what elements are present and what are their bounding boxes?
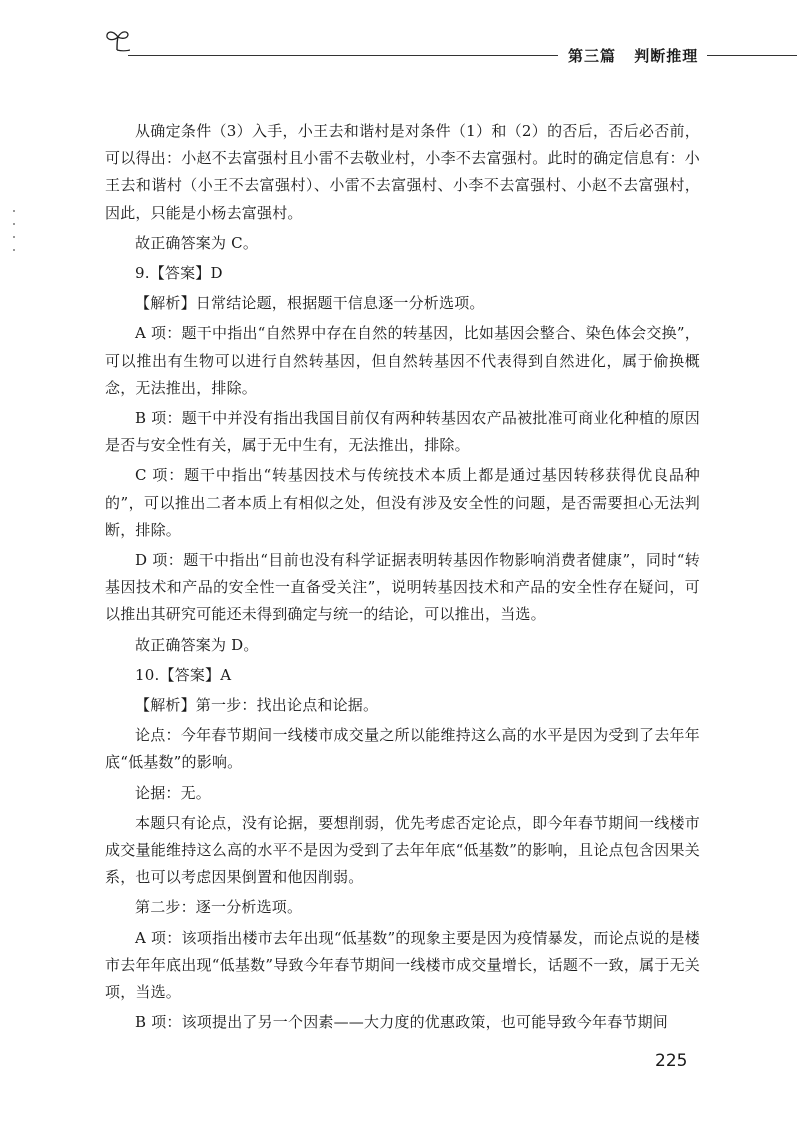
- paragraph: D 项：题干中指出“目前也没有科学证据表明转基因作物影响消费者健康”，同时“转基因技术和产品的安全性一直备受关注”，说明转基因技术和产品的安全性存在疑问，可以推出其研究可能还未得到确定与统一的结论，可以推出，当选。: [105, 551, 700, 624]
- answer-heading: 10.【答案】A: [135, 665, 232, 684]
- page-number: 225: [655, 1051, 688, 1071]
- running-header-title: [568, 45, 698, 66]
- header-rule-right: [707, 55, 797, 56]
- paragraph: A 项：题干中指出“自然界中存在自然的转基因，比如基因会整合、染色体会交换”，可以推出有生物可以进行自然转基因，但自然转基因不代表得到自然进化，属于偷换概念，无法推出，排除。: [105, 324, 700, 397]
- page-body: [105, 118, 700, 1040]
- paragraph: 第二步：逐一分析选项。: [135, 898, 303, 917]
- paragraph: 论点：今年春节期间一线楼市成交量之所以能维持这么高的水平是因为受到了去年年底“低基数”的影响。: [105, 726, 700, 772]
- header-rule-left: [128, 55, 558, 56]
- paragraph: B 项：该项提出了另一个因素——大力度的优惠政策，也可能导致今年春节期间: [135, 1013, 668, 1032]
- paragraph: 论据：无。: [135, 783, 212, 802]
- sprout-icon: [104, 26, 130, 52]
- analysis-heading: 【解析】第一步：找出论点和论据。: [135, 696, 379, 715]
- header-chapter: 判断推理: [634, 47, 699, 65]
- paragraph: C 项：题干中指出“转基因技术与传统技术本质上都是通过基因转移获得优良品种的”，可以推出二者本质上有相似之处，但没有涉及安全性的问题，是否需要担心无法判断，排除。: [105, 466, 700, 539]
- analysis-heading: 【解析】日常结论题，根据题干信息逐一分析选项。: [135, 294, 485, 313]
- paragraph: B 项：题干中并没有指出我国目前仅有两种转基因农产品被批准可商业化种植的原因是否与安全性有关，属于无中生有，无法推出，排除。: [105, 409, 700, 455]
- paragraph: 故正确答案为 D。: [135, 635, 259, 654]
- paragraph: A 项：该项指出楼市去年出现“低基数”的现象主要是因为疫情暴发，而论点说的是楼市去年年底出现“低基数”导致今年春节期间一线楼市成交量增长，话题不一致，属于无关项，当选。: [105, 928, 700, 1002]
- paragraph: 本题只有论点，没有论据，要想削弱，优先考虑否定论点，即今年春节期间一线楼市成交量能维持这么高的水平不是因为受到了去年年底“低基数”的影响，且论点包含因果关系，也可以考虑因果倒置和他因削弱。: [105, 813, 700, 887]
- answer-heading: 9.【答案】D: [135, 264, 223, 283]
- header-part: 第三篇: [568, 47, 617, 65]
- paragraph: 从确定条件（3）入手，小王去和谐村是对条件（1）和（2）的否后，否后必否前，可以得出：小赵不去富强村且小雷不去敬业村，小李不去富强村。此时的确定信息有：小王去和谐村（小王不去富强村）、小雷不去富强村、小李不去富强村、小赵不去富强村，因此，只能是小杨去富强村。: [105, 122, 700, 222]
- binding-marks: [13, 210, 15, 270]
- paragraph: 故正确答案为 C。: [135, 233, 259, 252]
